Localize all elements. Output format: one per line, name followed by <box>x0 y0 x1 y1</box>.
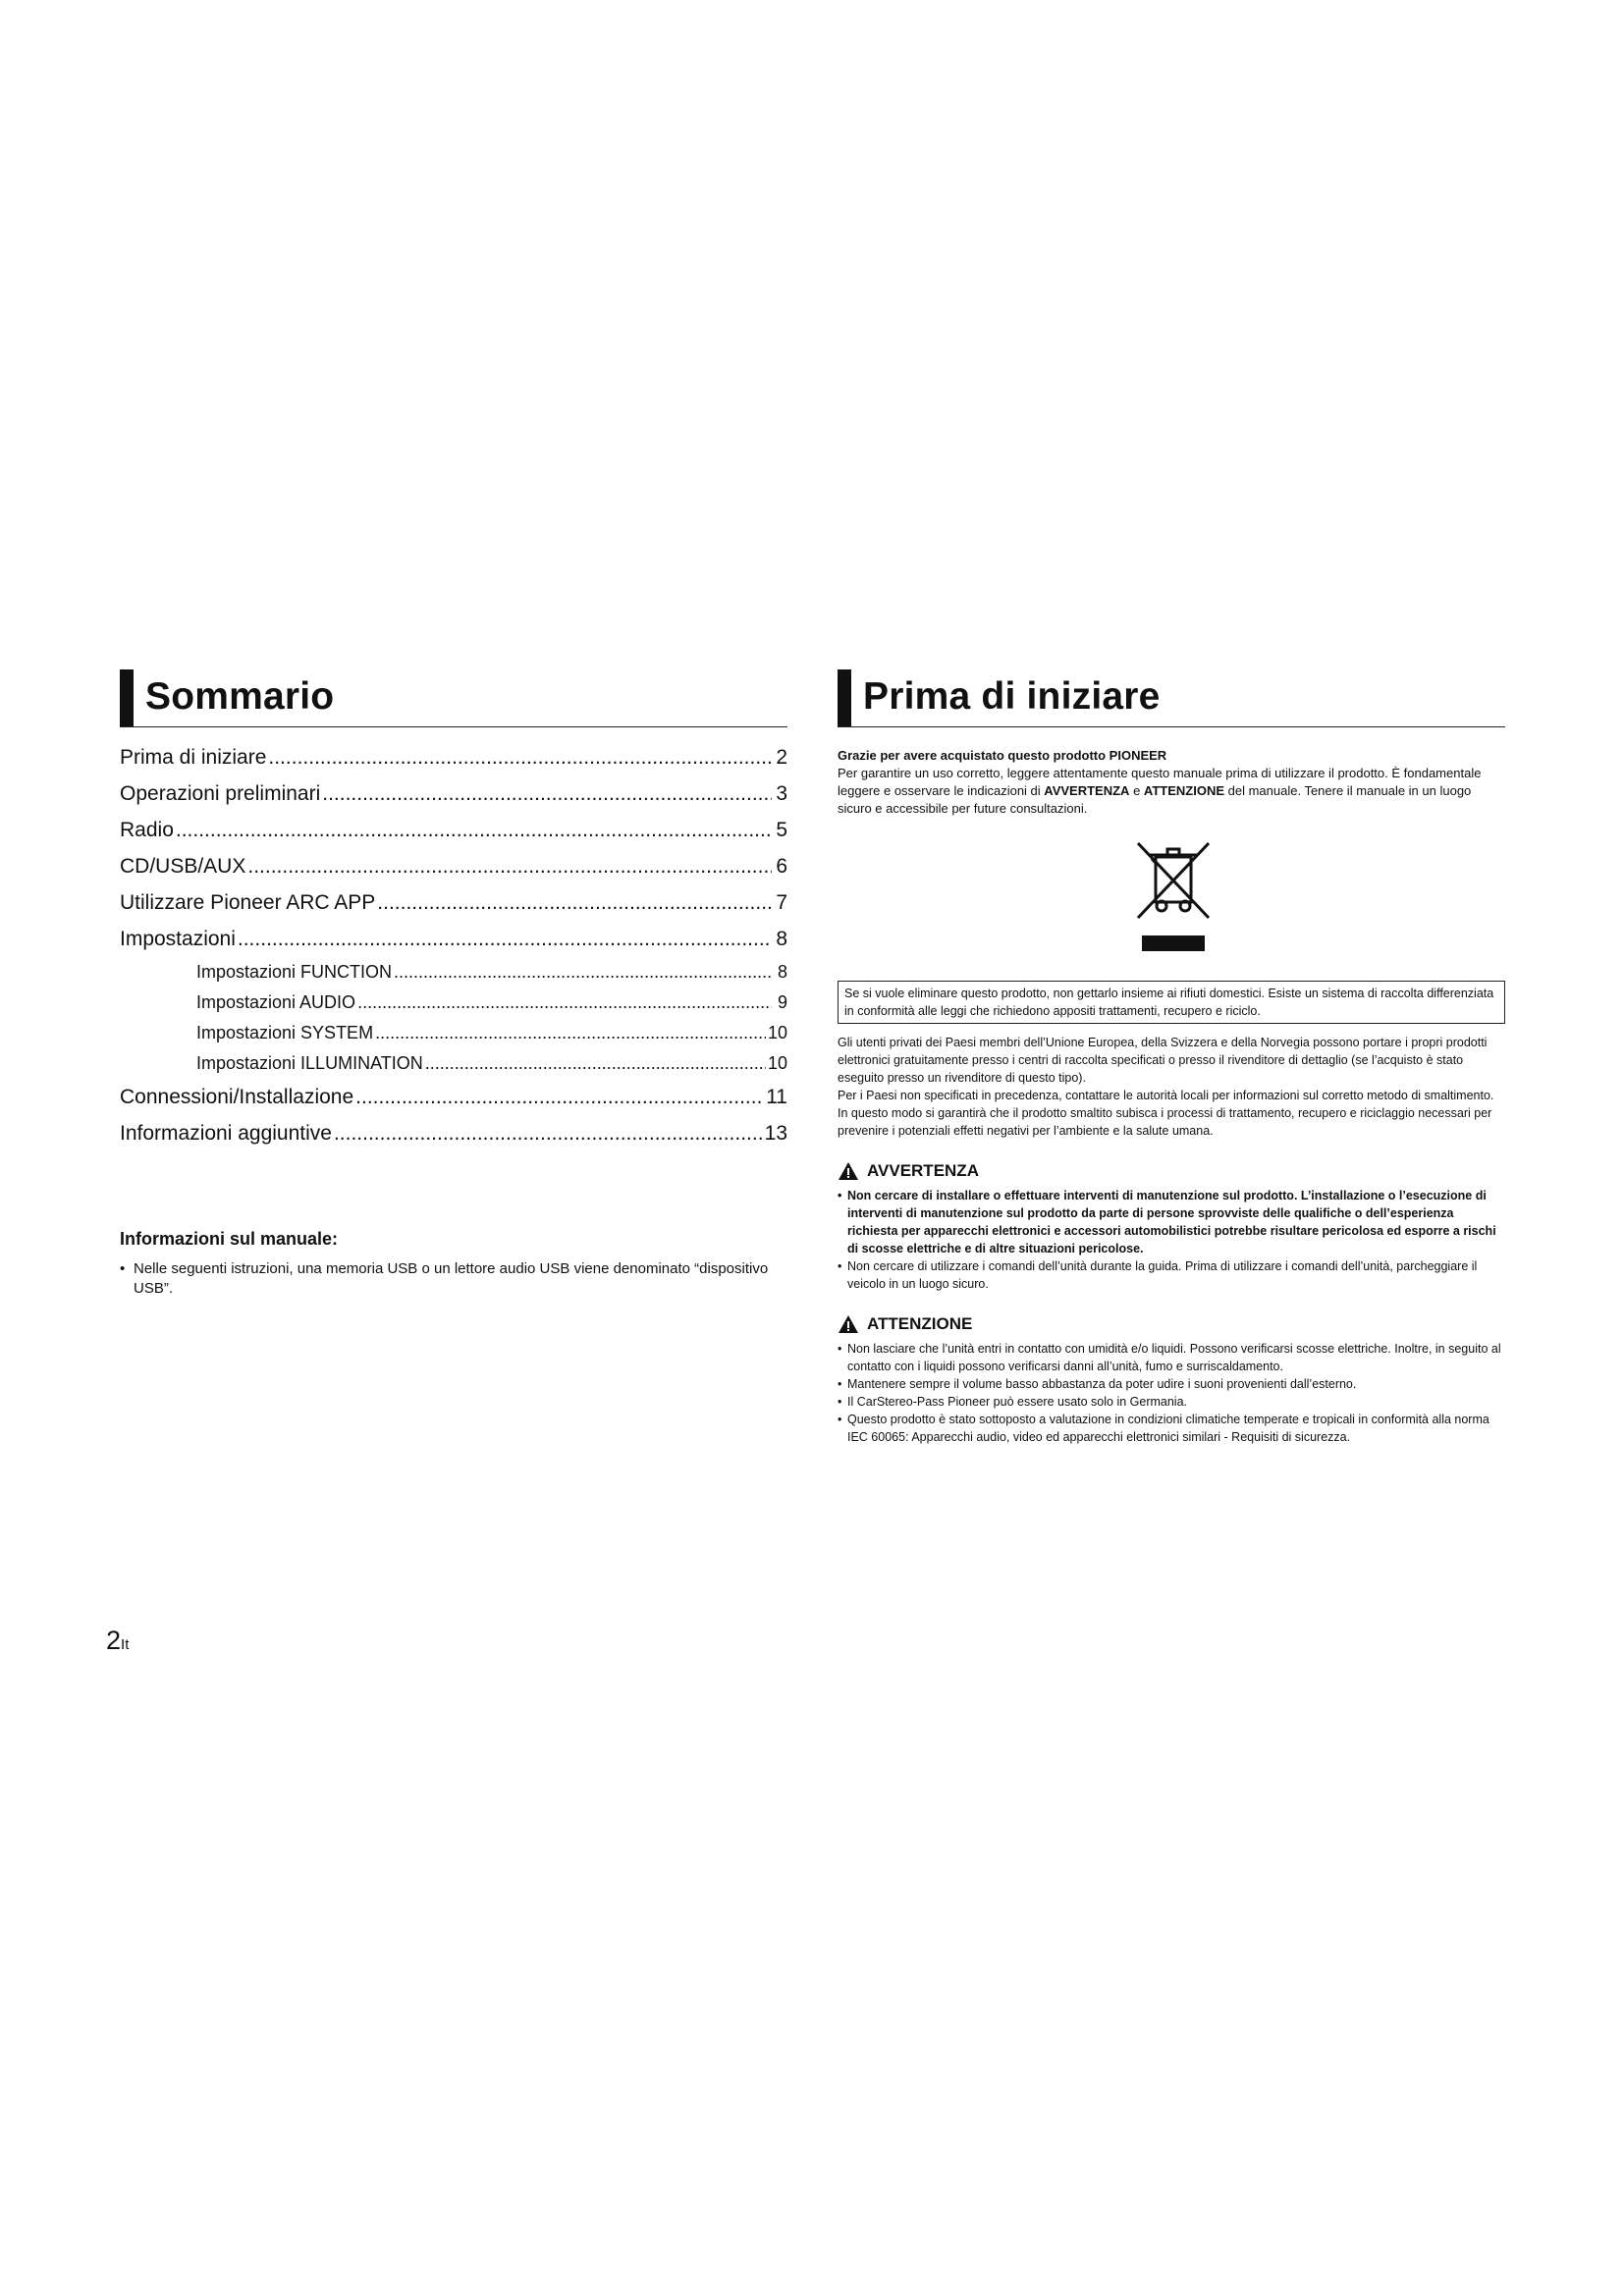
before-starting-title: Prima di iniziare <box>863 675 1161 718</box>
toc-page-number: 6 <box>776 855 787 878</box>
leader-dots <box>176 812 772 848</box>
caution-heading-text: ATTENZIONE <box>867 1314 973 1333</box>
leader-dots <box>355 1079 764 1115</box>
intro-text-part: e <box>1129 783 1144 798</box>
toc-label: Operazioni preliminari <box>120 782 321 805</box>
leader-dots <box>394 957 772 988</box>
toc-label: Informazioni aggiuntive <box>120 1122 332 1145</box>
caution-item <box>838 1340 1505 1375</box>
before-starting-column <box>838 667 1505 1446</box>
crossed-bin-icon <box>1132 839 1215 922</box>
bullet-icon: • <box>838 1377 842 1391</box>
manual-info-text: Nelle seguenti istruzioni, una memoria USB o un lettore audio USB viene denominato “dispositivo USB”. <box>134 1260 769 1297</box>
thanks-line: Grazie per avere acquistato questo prodotto PIONEER <box>838 748 1167 763</box>
bullet-icon: • <box>838 1395 842 1409</box>
table-of-contents <box>120 739 787 1151</box>
toc-entry[interactable] <box>120 1115 787 1151</box>
toc-page-number: 3 <box>776 782 787 805</box>
toc-label: Impostazioni SYSTEM <box>196 1023 374 1042</box>
caution-list <box>838 1340 1505 1446</box>
toc-page-number: 13 <box>764 1122 787 1145</box>
page-language-code: It <box>121 1636 130 1653</box>
warning-item <box>838 1187 1505 1257</box>
leader-dots <box>322 775 772 812</box>
leader-dots <box>375 1018 766 1048</box>
disposal-text <box>838 1034 1505 1140</box>
toc-page-number: 8 <box>777 962 787 982</box>
toc-page-number: 2 <box>776 746 787 769</box>
leader-dots <box>425 1048 766 1079</box>
leader-dots <box>238 921 772 957</box>
bullet-icon: • <box>838 1259 842 1273</box>
caution-triangle-icon <box>838 1314 859 1334</box>
toc-label: Radio <box>120 819 174 841</box>
before-starting-header <box>838 667 1505 727</box>
toc-entry[interactable] <box>120 921 787 957</box>
toc-label: CD/USB/AUX <box>120 855 246 878</box>
toc-subentry[interactable] <box>120 1048 787 1079</box>
intro-emphasis-warning: AVVERTENZA <box>1044 783 1130 798</box>
toc-label: Prima di iniziare <box>120 746 267 769</box>
leader-dots <box>334 1115 763 1151</box>
toc-label: Impostazioni ILLUMINATION <box>196 1053 423 1073</box>
bullet-icon: • <box>838 1342 842 1356</box>
leader-dots <box>268 739 772 775</box>
section-marker-bar <box>838 669 851 726</box>
leader-dots <box>247 848 772 884</box>
leader-dots <box>357 988 772 1018</box>
toc-label: Utilizzare Pioneer ARC APP <box>120 891 376 914</box>
toc-label: Connessioni/Installazione <box>120 1086 354 1108</box>
warning-heading <box>838 1161 1505 1181</box>
disposal-paragraph: Gli utenti privati dei Paesi membri dell’Unione Europea, della Svizzera e della Norvegia possono portare i propri prodotti elettronici gratuitamente presso i centri di raccolta specificati o presso il rivenditore di dettaglio (se l’acquisto è stato eseguito presso un rivenditore di questo tipo). <box>838 1036 1488 1085</box>
intro-text-part: del manuale. Tenere il manuale in un luogo sicuro e accessibile per future consultazioni. <box>838 783 1472 816</box>
caution-item-text: Questo prodotto è stato sottoposto a valutazione in condizioni climatiche temperate e tropicali in conformità alla norma IEC 60065: Apparecchi audio, video ed apparecchi elettronici similari - Requisiti di sicurezza. <box>847 1413 1489 1444</box>
bullet-icon: • <box>120 1260 126 1277</box>
intro-emphasis-caution: ATTENZIONE <box>1143 783 1225 798</box>
toc-page-number: 8 <box>776 928 787 950</box>
section-marker-bar <box>120 669 134 726</box>
intro-text <box>838 747 1505 818</box>
contents-title: Sommario <box>145 675 335 718</box>
page-number <box>106 1626 129 1656</box>
caution-item <box>838 1393 1505 1411</box>
warning-triangle-icon <box>838 1161 859 1181</box>
contents-header <box>120 667 787 727</box>
warning-heading-text: AVVERTENZA <box>867 1161 979 1180</box>
toc-page-number: 5 <box>776 819 787 841</box>
toc-page-number: 10 <box>767 1023 787 1042</box>
toc-entry[interactable] <box>120 884 787 921</box>
bullet-icon: • <box>838 1413 842 1426</box>
toc-subentry[interactable] <box>120 1018 787 1048</box>
caution-item <box>838 1375 1505 1393</box>
caution-item <box>838 1411 1505 1446</box>
weee-symbol <box>838 839 1505 957</box>
intro-paragraph <box>838 765 1505 818</box>
toc-entry[interactable] <box>120 1079 787 1115</box>
warning-item-text: Non cercare di utilizzare i comandi dell’unità durante la guida. Prima di utilizzare i comandi dell’unità, parcheggiare il veicolo in un luogo sicuro. <box>847 1259 1478 1291</box>
intro-text-part: Per garantire un uso corretto, leggere attentamente questo manuale prima di utilizzare il prodotto. È fondamentale leggere e osservare le indicazioni di <box>838 766 1482 798</box>
contents-column <box>120 667 787 1297</box>
manual-info <box>120 1229 787 1299</box>
weee-underline-bar <box>1142 935 1205 951</box>
toc-entry[interactable] <box>120 775 787 812</box>
toc-page-number: 9 <box>777 992 787 1012</box>
disposal-paragraph: In questo modo si garantirà che il prodotto smaltito subisca i processi di trattamento, recupero e riciclaggio necessari per prevenire i potenziali effetti negativi per l’ambiente e la salute umana. <box>838 1106 1492 1138</box>
toc-entry[interactable] <box>120 848 787 884</box>
caution-item-text: Non lasciare che l’unità entri in contatto con umidità e/o liquidi. Possono verificarsi scosse elettriche. Inoltre, in seguito al contatto con i liquidi possono verificarsi danni all’unità, fumo e surriscaldamento. <box>847 1342 1501 1373</box>
toc-page-number: 11 <box>766 1086 787 1108</box>
toc-label: Impostazioni FUNCTION <box>196 962 393 982</box>
caution-item-text: Mantenere sempre il volume basso abbastanza da poter udire i suoni provenienti dall’esterno. <box>847 1377 1357 1391</box>
warning-list <box>838 1187 1505 1293</box>
toc-subentry[interactable] <box>120 957 787 988</box>
disposal-paragraph: Per i Paesi non specificati in precedenza, contattare le autorità locali per informazioni sul corretto metodo di smaltimento. <box>838 1089 1494 1102</box>
disposal-notice-box: Se si vuole eliminare questo prodotto, non gettarlo insieme ai rifiuti domestici. Esiste un sistema di raccolta differenziata in conformità alle leggi che richiedono appositi trattamenti, recupero e riciclo. <box>838 981 1505 1024</box>
toc-entry[interactable] <box>120 812 787 848</box>
manual-info-heading: Informazioni sul manuale: <box>120 1229 339 1249</box>
toc-label: Impostazioni <box>120 928 236 950</box>
toc-label: Impostazioni AUDIO <box>196 992 356 1012</box>
toc-entry[interactable] <box>120 739 787 775</box>
page-number-value: 2 <box>106 1626 122 1655</box>
manual-info-item <box>120 1259 787 1299</box>
caution-heading <box>838 1314 1505 1334</box>
toc-page-number: 7 <box>776 891 787 914</box>
bullet-icon: • <box>838 1189 842 1202</box>
leader-dots <box>377 884 772 921</box>
warning-item <box>838 1257 1505 1293</box>
toc-page-number: 10 <box>767 1053 787 1073</box>
toc-subentry[interactable] <box>120 988 787 1018</box>
caution-item-text: Il CarStereo-Pass Pioneer può essere usato solo in Germania. <box>847 1395 1188 1409</box>
warning-item-text: Non cercare di installare o effettuare interventi di manutenzione sul prodotto. L’installazione o l’esecuzione di interventi di manutenzione sul prodotto da parte di persone sprovviste delle qualifiche o dell’esperienza richiesta per apparecchi elettronici e accessori automobilistici potrebbe risultare pericolosa ed esporre a rischi di scosse elettriche e di altre situazioni pericolose. <box>847 1189 1496 1255</box>
